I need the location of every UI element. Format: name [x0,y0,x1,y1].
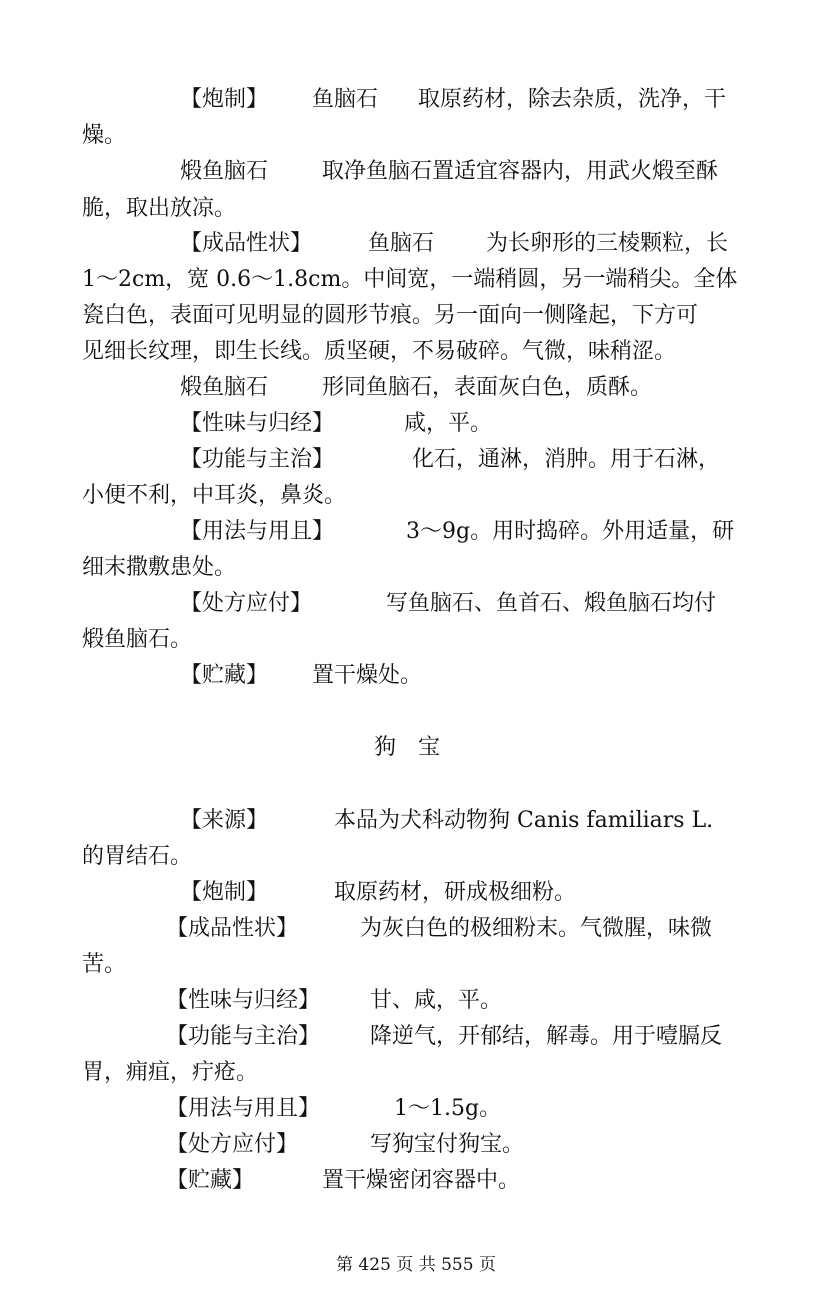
paragraph-text: 咸，平。 [404,411,493,436]
paragraph-yongfa-2 [0,1093,832,1125]
paragraph-text: 为长卵形的三棱颗粒，长 [486,231,729,256]
paragraph-text: 小便不利，中耳炎，鼻炎。 [82,483,347,508]
paragraph-text: 形同鱼脑石，表面灰白色，质酥。 [322,375,653,400]
paragraph-chufang-2 [0,1129,832,1161]
paragraph-text: 煅鱼脑石。 [82,627,193,652]
section-label: 【成品性状】 [180,231,313,256]
paragraph-text: 取原药材，研成极细粉。 [334,880,577,905]
paragraph-text: 降逆气，开郁结，解毒。用于噎膈反 [370,1024,723,1049]
paragraph-zhucang [0,660,832,692]
paragraph-xingzhuang [0,228,832,260]
section-heading: 狗 宝 [374,735,441,760]
paragraph-text: 的胃结石。 [82,844,193,869]
paragraph-continuation [0,480,832,512]
item-name: 鱼脑石 [312,87,379,112]
paragraph-continuation [0,300,832,332]
paragraph-text: 置干燥处。 [312,663,423,688]
paragraph-paozhi-2 [0,877,832,909]
paragraph-paozhi [0,84,832,116]
section-label: 【功能与主治】 [166,1024,321,1049]
paragraph-text: 写狗宝付狗宝。 [370,1132,525,1157]
section-label: 【性味与归经】 [166,988,321,1013]
section-label: 【处方应付】 [166,1132,299,1157]
paragraph-continuation [0,624,832,656]
paragraph-text: 置干燥密闭容器中。 [322,1168,521,1193]
section-label: 【功能与主治】 [180,447,335,472]
paragraph-text: 脆，取出放凉。 [82,196,237,221]
paragraph-zhucang-2 [0,1165,832,1197]
paragraph-duan [0,156,832,188]
section-label: 【贮藏】 [180,663,269,688]
paragraph-continuation [0,120,832,152]
page-number-footer: 第 425 页 共 555 页 [336,1255,496,1275]
item-name: 鱼脑石 [368,231,435,256]
paragraph-gongneng-2 [0,1021,832,1053]
paragraph-continuation [0,336,832,368]
paragraph-text: 化石，通淋，消肿。用于石淋， [412,447,721,472]
section-label: 【处方应付】 [180,591,313,616]
paragraph-continuation [0,552,832,584]
section-heading-row [0,732,832,764]
section-label: 【来源】 [180,808,269,833]
paragraph-text: 燥。 [82,123,127,148]
paragraph-continuation [0,264,832,296]
paragraph-continuation [0,193,832,225]
paragraph-yongfa [0,516,832,548]
paragraph-text: 写鱼脑石、鱼首石、煅鱼脑石均付 [386,591,717,616]
paragraph-text: 细末撒敷患处。 [82,555,237,580]
paragraph-continuation [0,1057,832,1089]
paragraph-text: 1～2cm，宽 0.6～1.8cm。中间宽，一端稍圆，另一端稍尖。全体 [82,267,738,292]
paragraph-text: 取原药材，除去杂质，洗净，干 [418,87,727,112]
paragraph-text: 见细长纹理，即生长线。质坚硬，不易破碎。气微，味稍涩。 [82,339,677,364]
item-name: 煅鱼脑石 [180,159,269,184]
section-label: 【用法与用且】 [180,519,335,544]
item-name: 煅鱼脑石 [180,375,269,400]
paragraph-text: 取净鱼脑石置适宜容器内，用武火煅至酥 [322,159,719,184]
paragraph-xingwei [0,408,832,440]
paragraph-text: 甘、咸，平。 [370,988,503,1013]
paragraph-duan-xingzhuang [0,372,832,404]
section-label: 【贮藏】 [166,1168,255,1193]
paragraph-text: 3～9g。用时捣碎。外用适量，研 [406,519,735,544]
section-label: 【性味与归经】 [180,411,335,436]
section-label: 【炮制】 [180,87,269,112]
paragraph-xingzhuang-2 [0,913,832,945]
section-label: 【炮制】 [180,880,269,905]
paragraph-text: 本品为犬科动物狗 Canis familiars L. [334,808,714,833]
paragraph-xingwei-2 [0,985,832,1017]
paragraph-gongneng [0,444,832,476]
paragraph-continuation [0,949,832,981]
paragraph-text: 为灰白色的极细粉末。气微腥，味微 [360,916,713,941]
paragraph-text: 瓷白色，表面可见明显的圆形节痕。另一面向一侧隆起，下方可 [82,303,699,328]
paragraph-text: 胃，痈疽，疔疮。 [82,1060,259,1085]
paragraph-chufang [0,588,832,620]
paragraph-text: 苦。 [82,952,127,977]
paragraph-text: 1～1.5g。 [394,1096,502,1121]
paragraph-continuation [0,841,832,873]
section-label: 【成品性状】 [166,916,299,941]
section-label: 【用法与用且】 [166,1096,321,1121]
paragraph-laiyuan [0,805,832,837]
